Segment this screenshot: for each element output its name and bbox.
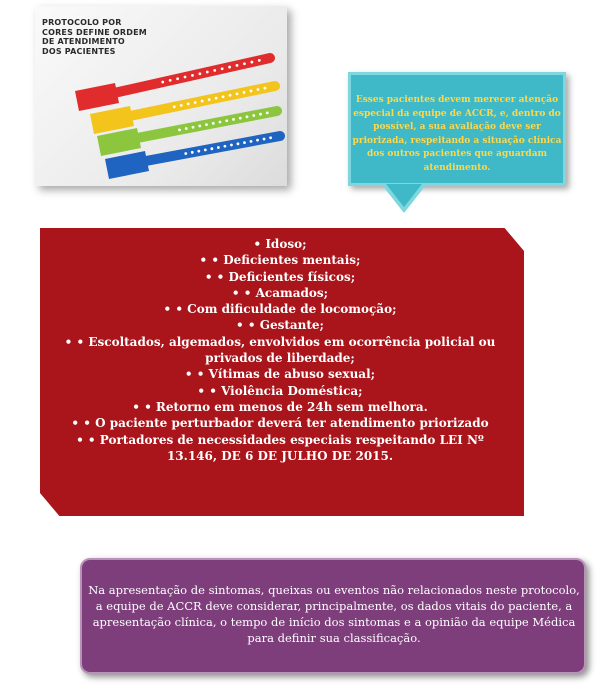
title-line: CORES DEFINE ORDEM: [42, 27, 147, 37]
priority-item: • Idoso;: [253, 237, 307, 251]
title-line: DOS PACIENTES: [42, 46, 116, 56]
priority-item: • • Portadores de necessidades especiais respeitando LEI Nº 13.146, DE 6 DE JULHO DE 2015.: [76, 432, 484, 463]
priority-item: • • O paciente perturbador deverá ter atendimento priorizado: [71, 416, 489, 431]
priority-item: • • Deficientes mentais;: [199, 253, 361, 268]
protocol-wristbands-image: [35, 6, 287, 186]
title-line: PROTOCOLO POR: [42, 18, 122, 27]
priority-item: • • Gestante;: [236, 318, 324, 333]
callout-text: Esses pacientes devem merecer atenção especial da equipe de ACCR, e, dentro do possível, a sua avaliação deve ser priorizada, respeitando a situação clínica dos outros pacientes que aguardam atendimento.: [352, 95, 562, 173]
callout-tail-fill: [386, 184, 422, 207]
priority-list: [60, 236, 500, 464]
priority-item: • • Violência Doméstica;: [197, 383, 363, 398]
priority-item: • • Com dificuldade de locomoção;: [163, 302, 397, 317]
priority-item: • • Retorno em menos de 24h sem melhora.: [132, 399, 428, 414]
note-text: Na apresentação de sintomas, queixas ou eventos não relacionados neste protocolo, a equipe de ACCR deve considerar, principalmente, os dados vitais do paciente, a apresentação clínica, o tempo de início dos sintomas e a opinião da equipe Médica para definir sua classificação.: [88, 583, 580, 645]
title-line: DE ATENDIMENTO: [42, 37, 125, 46]
priority-item: • • Escoltados, algemados, envolvidos em ocorrência policial ou privados de liberdade;: [64, 334, 496, 366]
priority-item: • • Acamados;: [231, 285, 329, 300]
priority-item: • • Vítimas de abuso sexual;: [184, 367, 376, 382]
priority-item: • • Deficientes físicos;: [204, 269, 356, 284]
protocol-image-title: [42, 18, 182, 56]
